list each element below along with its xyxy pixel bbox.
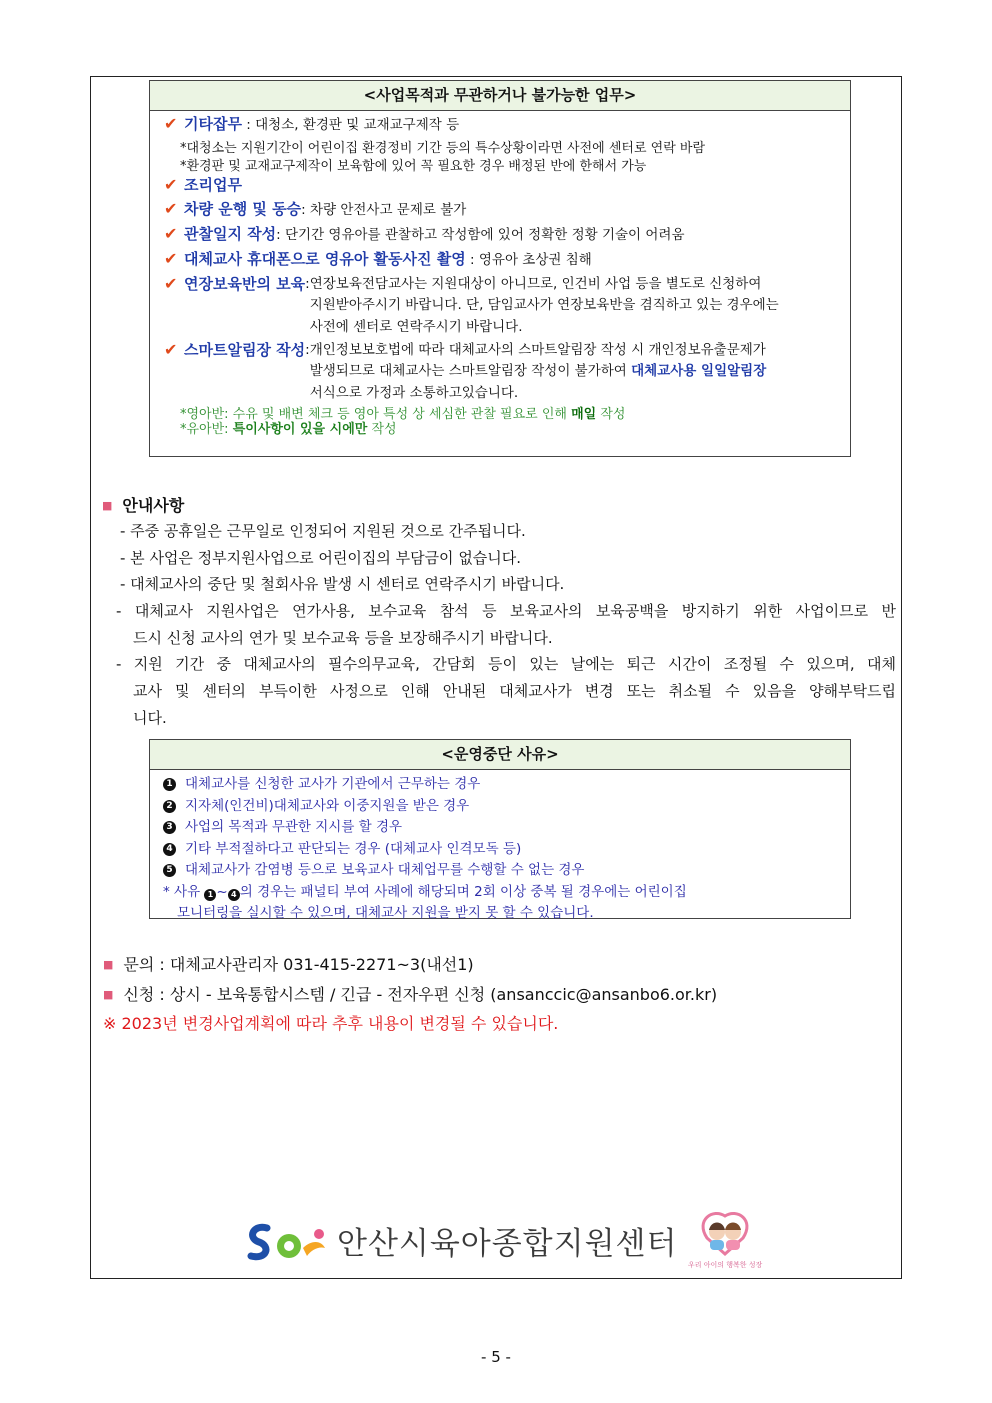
change-notice: ※ 2023년 변경사업계획에 따라 추후 내용이 변경될 수 있습니다. [103,1014,559,1033]
number-badge-icon: 2 [163,800,176,813]
guide-title: ■ 안내사항 [102,496,185,515]
square-bullet-icon: ■ [103,988,114,1001]
suspension-reasons-box [149,739,851,919]
reason-item: 2 지자체(인건비)대체교사와 이중지원을 받은 경우 [163,796,850,818]
tagline: 우리 아이의 행복한 성장 [688,1261,763,1269]
guide-line: - 대체교사 지원사업은 연가사용, 보수교육 참석 등 보육교사의 보육공백을 방지하기 위한 사업이므로 반 [116,602,896,620]
page-number: - 5 - [481,1348,511,1366]
task-item: ✔ 대체교사 휴대폰으로 영유아 활동사진 촬영 : 영유아 초상권 침해 [164,249,592,268]
toddler-note: *유아반: 특이사항이 있을 시에만 작성 [180,422,397,437]
restricted-tasks-title: <사업목적과 무관하거나 불가능한 업무> [150,81,850,111]
number-badge-icon: 5 [163,864,176,877]
guide-line: 드시 신청 교사의 연가 및 보수교육 등을 보장해주시기 바랍니다. [133,629,553,647]
restricted-tasks-box [149,80,851,457]
guide-line: - 지원 기간 중 대체교사의 필수의무교육, 간담회 등이 있는 날에는 퇴근 시간이 조정될 수 있으며, 대체 [116,655,896,673]
checkmark-icon: ✔ [164,114,178,133]
reason-item: 3 사업의 목적과 무관한 지시를 할 경우 [163,817,850,839]
task-item: ✔ 기타잡무 : 대청소, 환경판 및 교재교구제작 등 [164,114,460,133]
number-badge-icon: 3 [163,821,176,834]
reason-item: 1 대체교사를 신청한 교사가 기관에서 근무하는 경우 [163,774,850,796]
suspension-reasons-title: <운영중단 사유> [150,740,850,770]
task-item: ✔ 차량 운행 및 동승: 차량 안전사고 문제로 불가 [164,199,467,218]
inquiry-line: ■ 문의 : 대체교사관리자 031-415-2271~3(내선1) [103,955,474,974]
checkmark-icon: ✔ [164,224,178,243]
guide-line: - 주중 공휴일은 근무일로 인정되어 지원된 것으로 간주됩니다. [120,522,526,540]
reason-item: 4 기타 부적절하다고 판단되는 경우 (대체교사 인격모독 등) [163,839,850,861]
checkmark-icon: ✔ [164,175,178,194]
guide-line: - 대체교사의 중단 및 철회사유 발생 시 센터로 연락주시기 바랍니다. [120,575,565,593]
guide-line: 니다. [133,709,167,727]
reason-item: 5 대체교사가 감염병 등으로 보육교사 대체업무를 수행할 수 없는 경우 [163,860,850,882]
checkmark-icon: ✔ [164,274,178,293]
guide-section [102,494,902,518]
square-bullet-icon: ■ [103,958,114,971]
org-name: 안산시육아종합지원센터 [337,1226,678,1262]
task-item: ✔ 스마트알림장 작성 : 개인정보보호법에 따라 대체교사의 스마트알림장 작성 시 개인정보유출문제가 발생되므로 대체교사는 스마트알림장 작성이 불가하여 대체교사용 일일알림장 서식으로 가정과 소통하고있습니다. [164,340,767,401]
number-badge-icon: 1 [163,778,176,791]
checkmark-icon: ✔ [164,199,178,218]
sos-logo-icon [245,1210,335,1270]
reason-footnote: * 사유 1 ~ 4 의 경우는 패널티 부여 사례에 해당되며 2회 이상 중복 될 경우에는 어린이집 [163,883,687,900]
mascot-icon [693,1210,757,1260]
note: *대청소는 지원기간이 어린이집 환경정비 기간 등의 특수상황이라면 사전에 센터로 연락 바람 [180,141,706,156]
note: *환경판 및 교재교구제작이 보육함에 있어 꼭 필요한 경우 배정된 반에 한해서 가능 [180,159,647,174]
guide-line: - 본 사업은 정부지원사업으로 어린이집의 부담금이 없습니다. [120,549,522,567]
guide-line: 교사 및 센터의 부득이한 사정으로 인해 안내된 대체교사가 변경 또는 취소될 수 있음을 양해부탁드립 [133,682,896,700]
checkmark-icon: ✔ [164,249,178,268]
organization-logo [245,1210,765,1270]
reason-footnote-cont: 모니터링을 실시할 수 있으며, 대체교사 지원을 받지 못 할 수 있습니다. [177,905,594,921]
infant-note: *영아반: 수유 및 배변 체크 등 영아 특성 상 세심한 관찰 필요로 인해 매일 작성 [180,407,626,422]
checkmark-icon: ✔ [164,340,178,359]
task-item: ✔ 연장보육반의 보육 : 연장보육전담교사는 지원대상이 아니므로, 인건비 사업 등을 별도로 신청하여 지원받아주시기 바랍니다. 단, 담임교사가 연장보육반을 겸직하고 있는 경우에는 사전에 센터로 연락주시기 바랍니다. [164,274,779,335]
task-item: ✔ 조리업무 [164,175,242,194]
square-bullet-icon: ■ [102,499,113,512]
apply-line: ■ 신청 : 상시 - 보육통합시스템 / 긴급 - 전자우편 신청 (ansanccic@ansanbo6.or.kr) [103,985,718,1004]
task-item: ✔ 관찰일지 작성: 단기간 영유아를 관찰하고 작성함에 있어 정확한 정황 기술이 어려움 [164,224,685,243]
number-badge-icon: 4 [163,843,176,856]
